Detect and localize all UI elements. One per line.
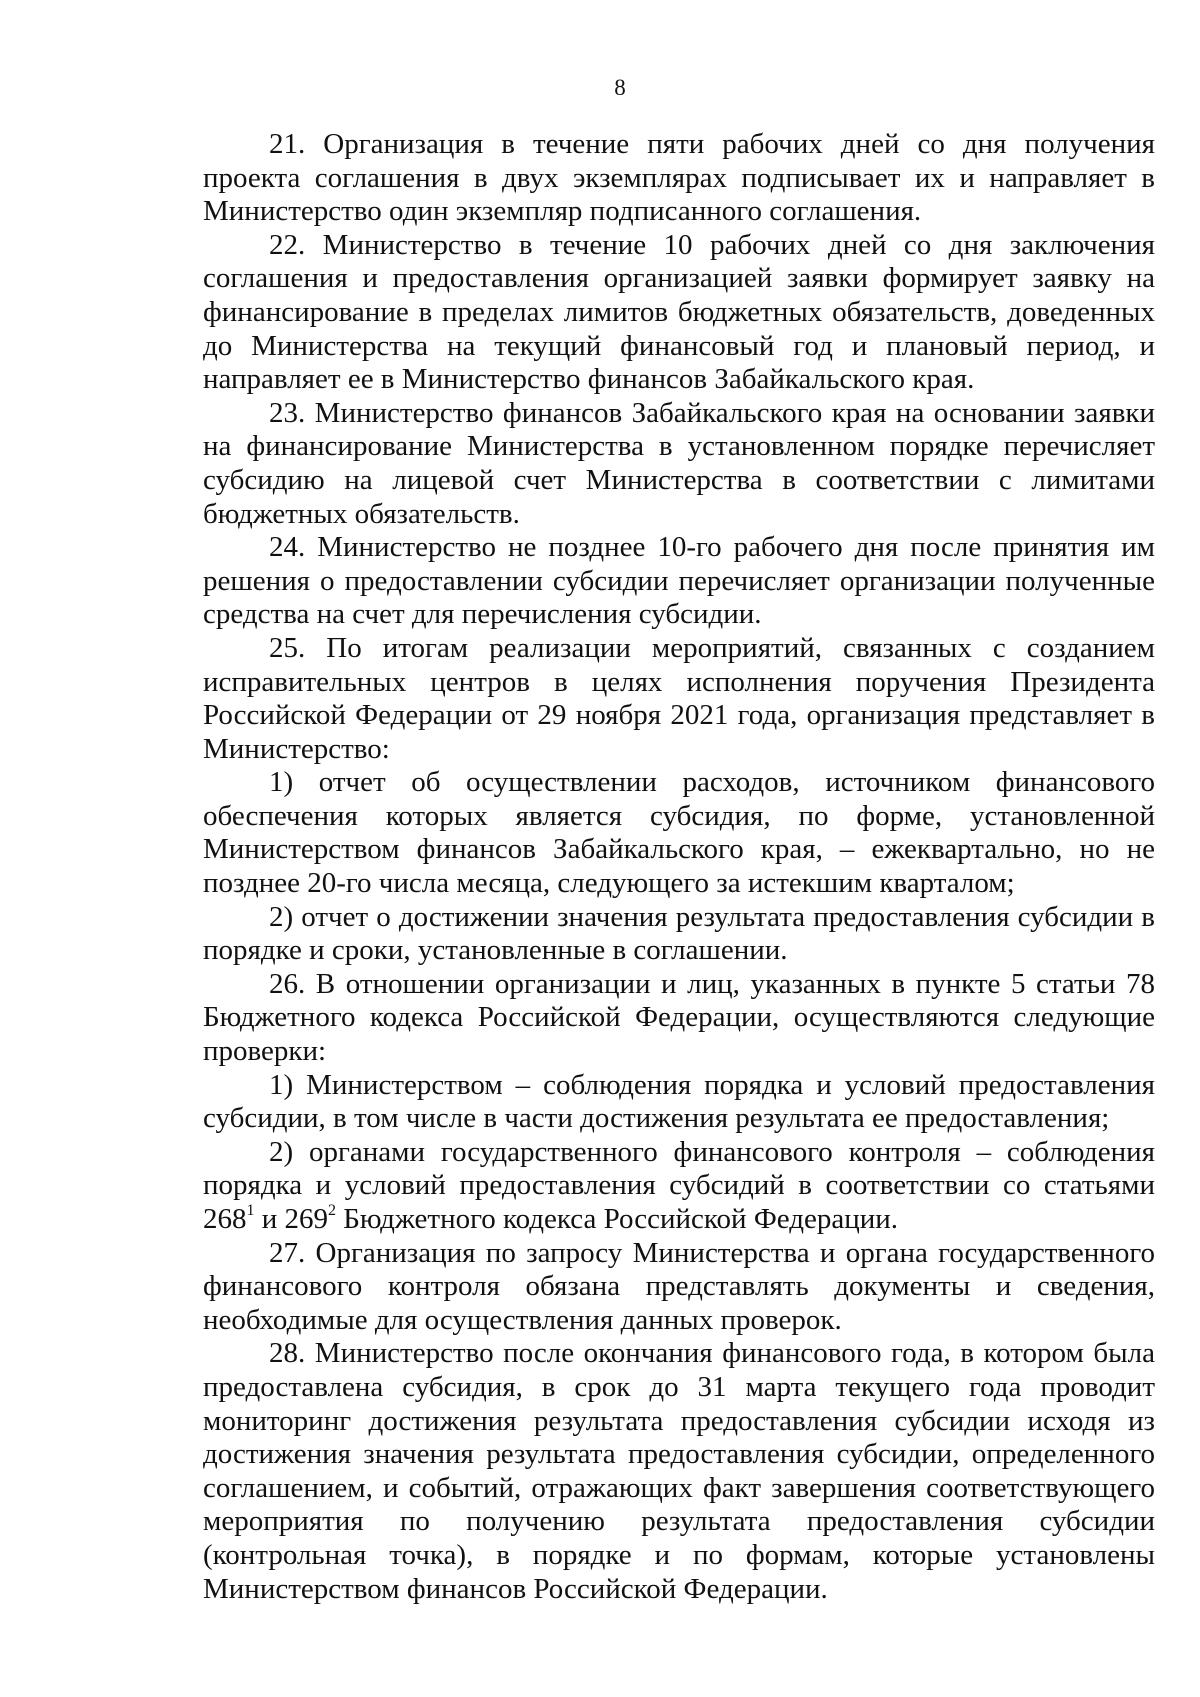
paragraph-24: 24. Министерство не позднее 10-го рабочего дня после принятия им решения о предоставлении субсидии перечисляет организации полученные средства на счет для перечисления субсидии. bbox=[203, 531, 1155, 631]
paragraph-28: 28. Министерство после окончания финансового года, в котором была предоставлена субсидия, в срок до 31 марта текущего года проводит мониторинг достижения результата предоставления субсидии исходя из достижения значения результата предоставления субсидии, определенного соглашением, и событий, отражающих факт завершения соответствующего мероприятия по получению результата предоставления субсидии (контрольная точка), в порядке и по формам, которые установлены Министерством финансов Российской Федерации. bbox=[203, 1337, 1155, 1605]
paragraph-26-item-2-text-b: и 269 bbox=[254, 1203, 329, 1235]
paragraph-26-item-2-text-c: Бюджетного кодекса Российской Федерации. bbox=[336, 1203, 899, 1235]
paragraph-27: 27. Организация по запросу Министерства и органа государственного финансового контроля обязана представлять документы и сведения, необходимые для осуществления данных проверок. bbox=[203, 1236, 1155, 1336]
paragraph-26-item-1: 1) Министерством – соблюдения порядка и условий предоставления субсидии, в том числе в части достижения результата ее предоставления; bbox=[203, 1068, 1155, 1135]
paragraph-21: 21. Организация в течение пяти рабочих дней со дня получения проекта соглашения в двух экземплярах подписывает их и направляет в Министерство один экземпляр подписанного соглашения. bbox=[203, 128, 1155, 228]
superscript-2: 2 bbox=[328, 1202, 337, 1219]
page-number: 8 bbox=[614, 75, 626, 100]
paragraph-26-item-2 bbox=[203, 1136, 1155, 1237]
paragraph-23: 23. Министерство финансов Забайкальского края на основании заявки на финансирование Министерства в установленном порядке перечисляет субсидию на лицевой счет Министерства в соответствии с лимитами бюджетных обязательств. bbox=[203, 396, 1155, 530]
document-body bbox=[203, 128, 1155, 1606]
paragraph-25-item-1: 1) отчет об осуществлении расходов, источником финансового обеспечения которых является субсидия, по форме, установленной Министерством финансов Забайкальского края, – ежеквартально, но не позднее 20-го числа месяца, следующего за истекшим кварталом; bbox=[203, 766, 1155, 900]
paragraph-26: 26. В отношении организации и лиц, указанных в пункте 5 статьи 78 Бюджетного кодекса Российской Федерации, осуществляются следующие проверки: bbox=[203, 967, 1155, 1068]
paragraph-26-item-2-text-a: 2) органами государственного финансового контроля – соблюдения порядка и условий предоставления субсидий в соответствии со статьями 268 bbox=[203, 1135, 1155, 1235]
paragraph-25-item-2: 2) отчет о достижении значения результата предоставления субсидии в порядке и сроки, установленные в соглашении. bbox=[203, 900, 1155, 967]
paragraph-22: 22. Министерство в течение 10 рабочих дней со дня заключения соглашения и предоставления организацией заявки формирует заявку на финансирование в пределах лимитов бюджетных обязательств, доведенных до Министерства на текущий финансовый год и плановый период, и направляет ее в Министерство финансов Забайкальского края. bbox=[203, 228, 1155, 396]
paragraph-25: 25. По итогам реализации мероприятий, связанных с созданием исправительных центров в целях исполнения поручения Президента Российской Федерации от 29 ноября 2021 года, организация представляет в Министерство: bbox=[203, 631, 1155, 765]
superscript-1: 1 bbox=[246, 1202, 255, 1219]
